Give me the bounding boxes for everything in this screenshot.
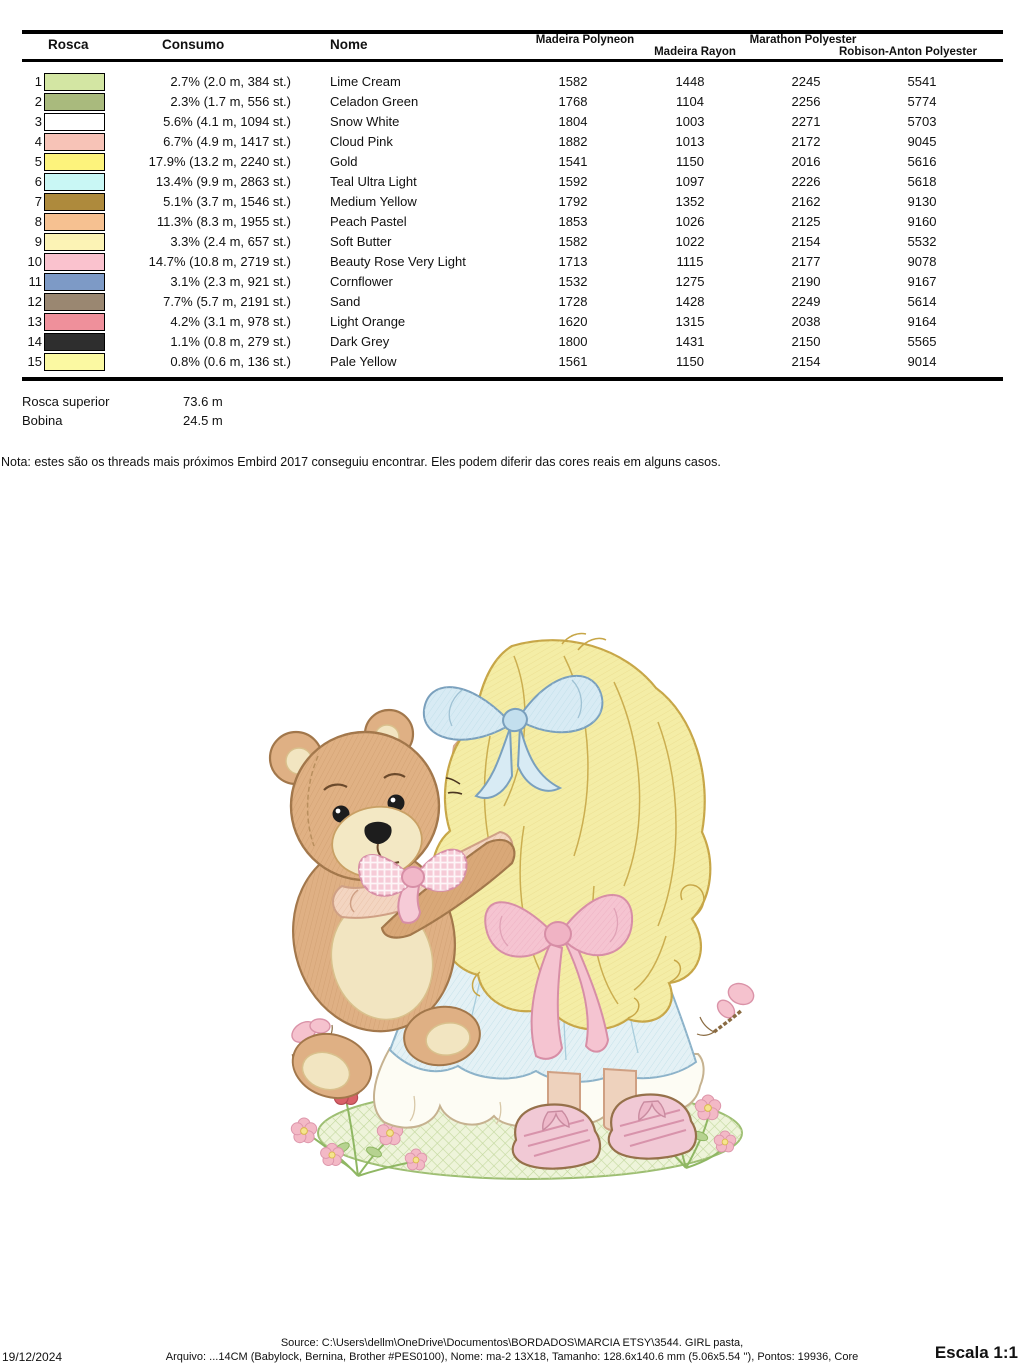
madeira-rayon-code: 1431	[675, 334, 705, 349]
marathon-polyester-code: 2038	[791, 314, 821, 329]
consumption-cell: 7.7% (5.7 m, 2191 st.)	[163, 294, 291, 309]
row-number: 6	[34, 174, 42, 189]
upper-thread-value: 73.6 m	[183, 394, 223, 409]
table-row	[22, 152, 1003, 172]
madeira-polyneon-code: 1592	[558, 174, 588, 189]
row-number: 13	[27, 314, 42, 329]
madeira-rayon-code: 1115	[676, 254, 704, 269]
col-header-nome: Nome	[330, 37, 368, 52]
col-header-rosca: Rosca	[48, 37, 89, 52]
madeira-polyneon-code: 1713	[558, 254, 588, 269]
madeira-polyneon-code: 1582	[558, 234, 588, 249]
madeira-rayon-code: 1104	[676, 94, 704, 109]
consumption-cell: 4.2% (3.1 m, 978 st.)	[170, 314, 291, 329]
marathon-polyester-code: 2256	[791, 94, 821, 109]
marathon-polyester-code: 2271	[791, 114, 821, 129]
robison-anton-code: 5618	[907, 174, 937, 189]
row-number: 11	[28, 274, 42, 289]
thread-name-cell: Dark Grey	[330, 334, 390, 349]
embroidery-design-svg	[262, 628, 774, 1188]
madeira-polyneon-code: 1532	[558, 274, 588, 289]
butterfly-right	[697, 980, 757, 1035]
thread-table	[22, 30, 1003, 390]
madeira-rayon-code: 1003	[675, 114, 705, 129]
thread-name-cell: Celadon Green	[330, 94, 419, 109]
marathon-polyester-code: 2016	[791, 154, 821, 169]
madeira-polyneon-code: 1792	[558, 194, 588, 209]
row-number: 4	[34, 134, 42, 149]
madeira-polyneon-code: 1541	[558, 154, 588, 169]
marathon-polyester-code: 2245	[791, 74, 821, 89]
thread-color-swatch	[44, 133, 105, 151]
madeira-rayon-code: 1448	[675, 74, 705, 89]
madeira-rayon-code: 1428	[675, 294, 705, 309]
consumption-cell: 11.3% (8.3 m, 1955 st.)	[156, 214, 291, 229]
bear-head	[270, 710, 439, 883]
marathon-polyester-code: 2190	[791, 274, 821, 289]
robison-anton-code: 5541	[907, 74, 937, 89]
thread-color-swatch	[44, 213, 105, 231]
consumption-cell: 14.7% (10.8 m, 2719 st.)	[148, 254, 291, 269]
consumption-cell: 13.4% (9.9 m, 2863 st.)	[155, 174, 291, 189]
robison-anton-code: 5774	[907, 94, 937, 109]
row-number: 7	[34, 194, 42, 209]
robison-anton-code: 9160	[907, 214, 937, 229]
col-header-marathon-polyester: Marathon Polyester	[749, 34, 857, 46]
marathon-polyester-code: 2125	[791, 214, 821, 229]
bobbin-value: 24.5 m	[183, 413, 223, 428]
bobbin-label: Bobina	[22, 413, 63, 428]
marathon-polyester-code: 2154	[791, 234, 821, 249]
thread-color-swatch	[44, 73, 105, 91]
madeira-polyneon-code: 1800	[558, 334, 588, 349]
footer-source-line: Source: C:\Users\dellm\OneDrive\Documentos\BORDADOS\MARCIA ETSY\3544. GIRL pasta,	[280, 1337, 744, 1349]
marathon-polyester-code: 2162	[791, 194, 821, 209]
robison-anton-code: 9167	[907, 274, 937, 289]
col-header-madeira-rayon: Madeira Rayon	[654, 46, 736, 58]
table-row	[22, 192, 1003, 212]
thread-name-cell: Peach Pastel	[330, 214, 407, 229]
table-row	[22, 352, 1003, 372]
madeira-polyneon-code: 1804	[558, 114, 588, 129]
madeira-polyneon-code: 1882	[558, 134, 588, 149]
row-number: 14	[27, 334, 42, 349]
table-row	[22, 252, 1003, 272]
thread-color-swatch	[44, 333, 105, 351]
madeira-rayon-code: 1315	[675, 314, 705, 329]
robison-anton-code: 9078	[907, 254, 937, 269]
row-number: 3	[34, 114, 42, 129]
thread-name-cell: Gold	[330, 154, 358, 169]
table-row	[22, 292, 1003, 312]
table-row	[22, 132, 1003, 152]
thread-color-swatch	[44, 113, 105, 131]
marathon-polyester-code: 2249	[791, 294, 821, 309]
robison-anton-code: 9164	[907, 314, 937, 329]
thread-name-cell: Soft Butter	[330, 234, 392, 249]
madeira-rayon-code: 1275	[675, 274, 705, 289]
madeira-polyneon-code: 1768	[558, 94, 588, 109]
thread-name-cell: Lime Cream	[330, 74, 401, 89]
marathon-polyester-code: 2150	[791, 334, 821, 349]
table-row	[22, 72, 1003, 92]
consumption-cell: 5.6% (4.1 m, 1094 st.)	[163, 114, 291, 129]
footer-file-line: Arquivo: ...14CM (Babylock, Bernina, Brother #PES0100), Nome: ma-2 13X18, Tamanho: 128.6x140.6 mm (5.06x5.54 ''), Pontos: 19936, Core	[165, 1351, 859, 1363]
robison-anton-code: 5616	[907, 154, 937, 169]
madeira-rayon-code: 1097	[675, 174, 705, 189]
thread-color-swatch	[44, 93, 105, 111]
consumption-cell: 2.3% (1.7 m, 556 st.)	[170, 94, 291, 109]
table-bottom-rule	[22, 377, 1003, 381]
madeira-rayon-code: 1013	[675, 134, 705, 149]
thread-color-swatch	[44, 173, 105, 191]
embroidery-design	[262, 628, 774, 1188]
table-row	[22, 332, 1003, 352]
thread-name-cell: Cornflower	[330, 274, 393, 289]
table-row	[22, 312, 1003, 332]
robison-anton-code: 5703	[907, 114, 937, 129]
thread-name-cell: Beauty Rose Very Light	[330, 254, 466, 269]
thread-color-swatch	[44, 253, 105, 271]
consumption-cell: 0.8% (0.6 m, 136 st.)	[170, 354, 291, 369]
consumption-cell: 1.1% (0.8 m, 279 st.)	[170, 334, 291, 349]
col-header-consumo: Consumo	[162, 37, 225, 52]
thread-color-swatch	[44, 313, 105, 331]
table-row	[22, 272, 1003, 292]
table-row	[22, 92, 1003, 112]
robison-anton-code: 9130	[907, 194, 937, 209]
madeira-rayon-code: 1026	[675, 214, 705, 229]
marathon-polyester-code: 2172	[791, 134, 821, 149]
madeira-polyneon-code: 1561	[558, 354, 588, 369]
thread-name-cell: Light Orange	[330, 314, 406, 329]
row-number: 12	[27, 294, 42, 309]
madeira-rayon-code: 1150	[676, 354, 704, 369]
thread-color-swatch	[44, 353, 105, 371]
madeira-rayon-code: 1352	[675, 194, 705, 209]
madeira-polyneon-code: 1728	[558, 294, 588, 309]
table-rows	[22, 72, 1003, 372]
robison-anton-code: 9014	[907, 354, 937, 369]
table-row	[22, 232, 1003, 252]
table-row	[22, 172, 1003, 192]
marathon-polyester-code: 2177	[791, 254, 821, 269]
thread-name-cell: Sand	[330, 294, 361, 309]
robison-anton-code: 9045	[907, 134, 937, 149]
table-row	[22, 112, 1003, 132]
madeira-rayon-code: 1022	[675, 234, 705, 249]
thread-name-cell: Cloud Pink	[330, 134, 393, 149]
thread-name-cell: Pale Yellow	[330, 354, 397, 369]
thread-color-swatch	[44, 193, 105, 211]
robison-anton-code: 5565	[907, 334, 937, 349]
consumption-cell: 5.1% (3.7 m, 1546 st.)	[163, 194, 291, 209]
header-divider-rule	[22, 59, 1003, 62]
thread-color-swatch	[44, 233, 105, 251]
consumption-cell: 3.1% (2.3 m, 921 st.)	[170, 274, 291, 289]
thread-color-swatch	[44, 273, 105, 291]
upper-thread-label: Rosca superior	[22, 394, 110, 409]
row-number: 15	[27, 354, 42, 369]
thread-name-cell: Snow White	[330, 114, 400, 129]
col-header-robison-anton-polyester: Robison-Anton Polyester	[838, 46, 977, 58]
row-number: 9	[34, 234, 42, 249]
madeira-polyneon-code: 1853	[558, 214, 588, 229]
note-text: Nota: estes são os threads mais próximos Embird 2017 conseguiu encontrar. Eles podem diferir das cores reais em alguns casos.	[1, 455, 721, 469]
thread-color-swatch	[44, 293, 105, 311]
row-number: 2	[34, 94, 42, 109]
madeira-polyneon-code: 1582	[558, 74, 588, 89]
footer-date: 19/12/2024	[2, 1350, 63, 1364]
robison-anton-code: 5532	[907, 234, 937, 249]
consumption-cell: 3.3% (2.4 m, 657 st.)	[170, 234, 291, 249]
row-number: 10	[27, 254, 42, 269]
madeira-polyneon-code: 1620	[558, 314, 588, 329]
marathon-polyester-code: 2154	[791, 354, 821, 369]
thread-color-swatch	[44, 153, 105, 171]
footer-scale-label: Escala 1:1	[934, 1343, 1018, 1362]
robison-anton-code: 5614	[907, 294, 937, 309]
thread-name-cell: Medium Yellow	[330, 194, 417, 209]
consumption-cell: 2.7% (2.0 m, 384 st.)	[170, 74, 291, 89]
col-header-madeira-polyneon: Madeira Polyneon	[535, 34, 635, 46]
consumption-cell: 17.9% (13.2 m, 2240 st.)	[148, 154, 291, 169]
table-row	[22, 212, 1003, 232]
thread-name-cell: Teal Ultra Light	[330, 174, 417, 189]
row-number: 8	[34, 214, 42, 229]
row-number: 5	[34, 154, 42, 169]
marathon-polyester-code: 2226	[791, 174, 821, 189]
consumption-cell: 6.7% (4.9 m, 1417 st.)	[163, 134, 291, 149]
madeira-rayon-code: 1150	[676, 154, 704, 169]
row-number: 1	[34, 74, 42, 89]
